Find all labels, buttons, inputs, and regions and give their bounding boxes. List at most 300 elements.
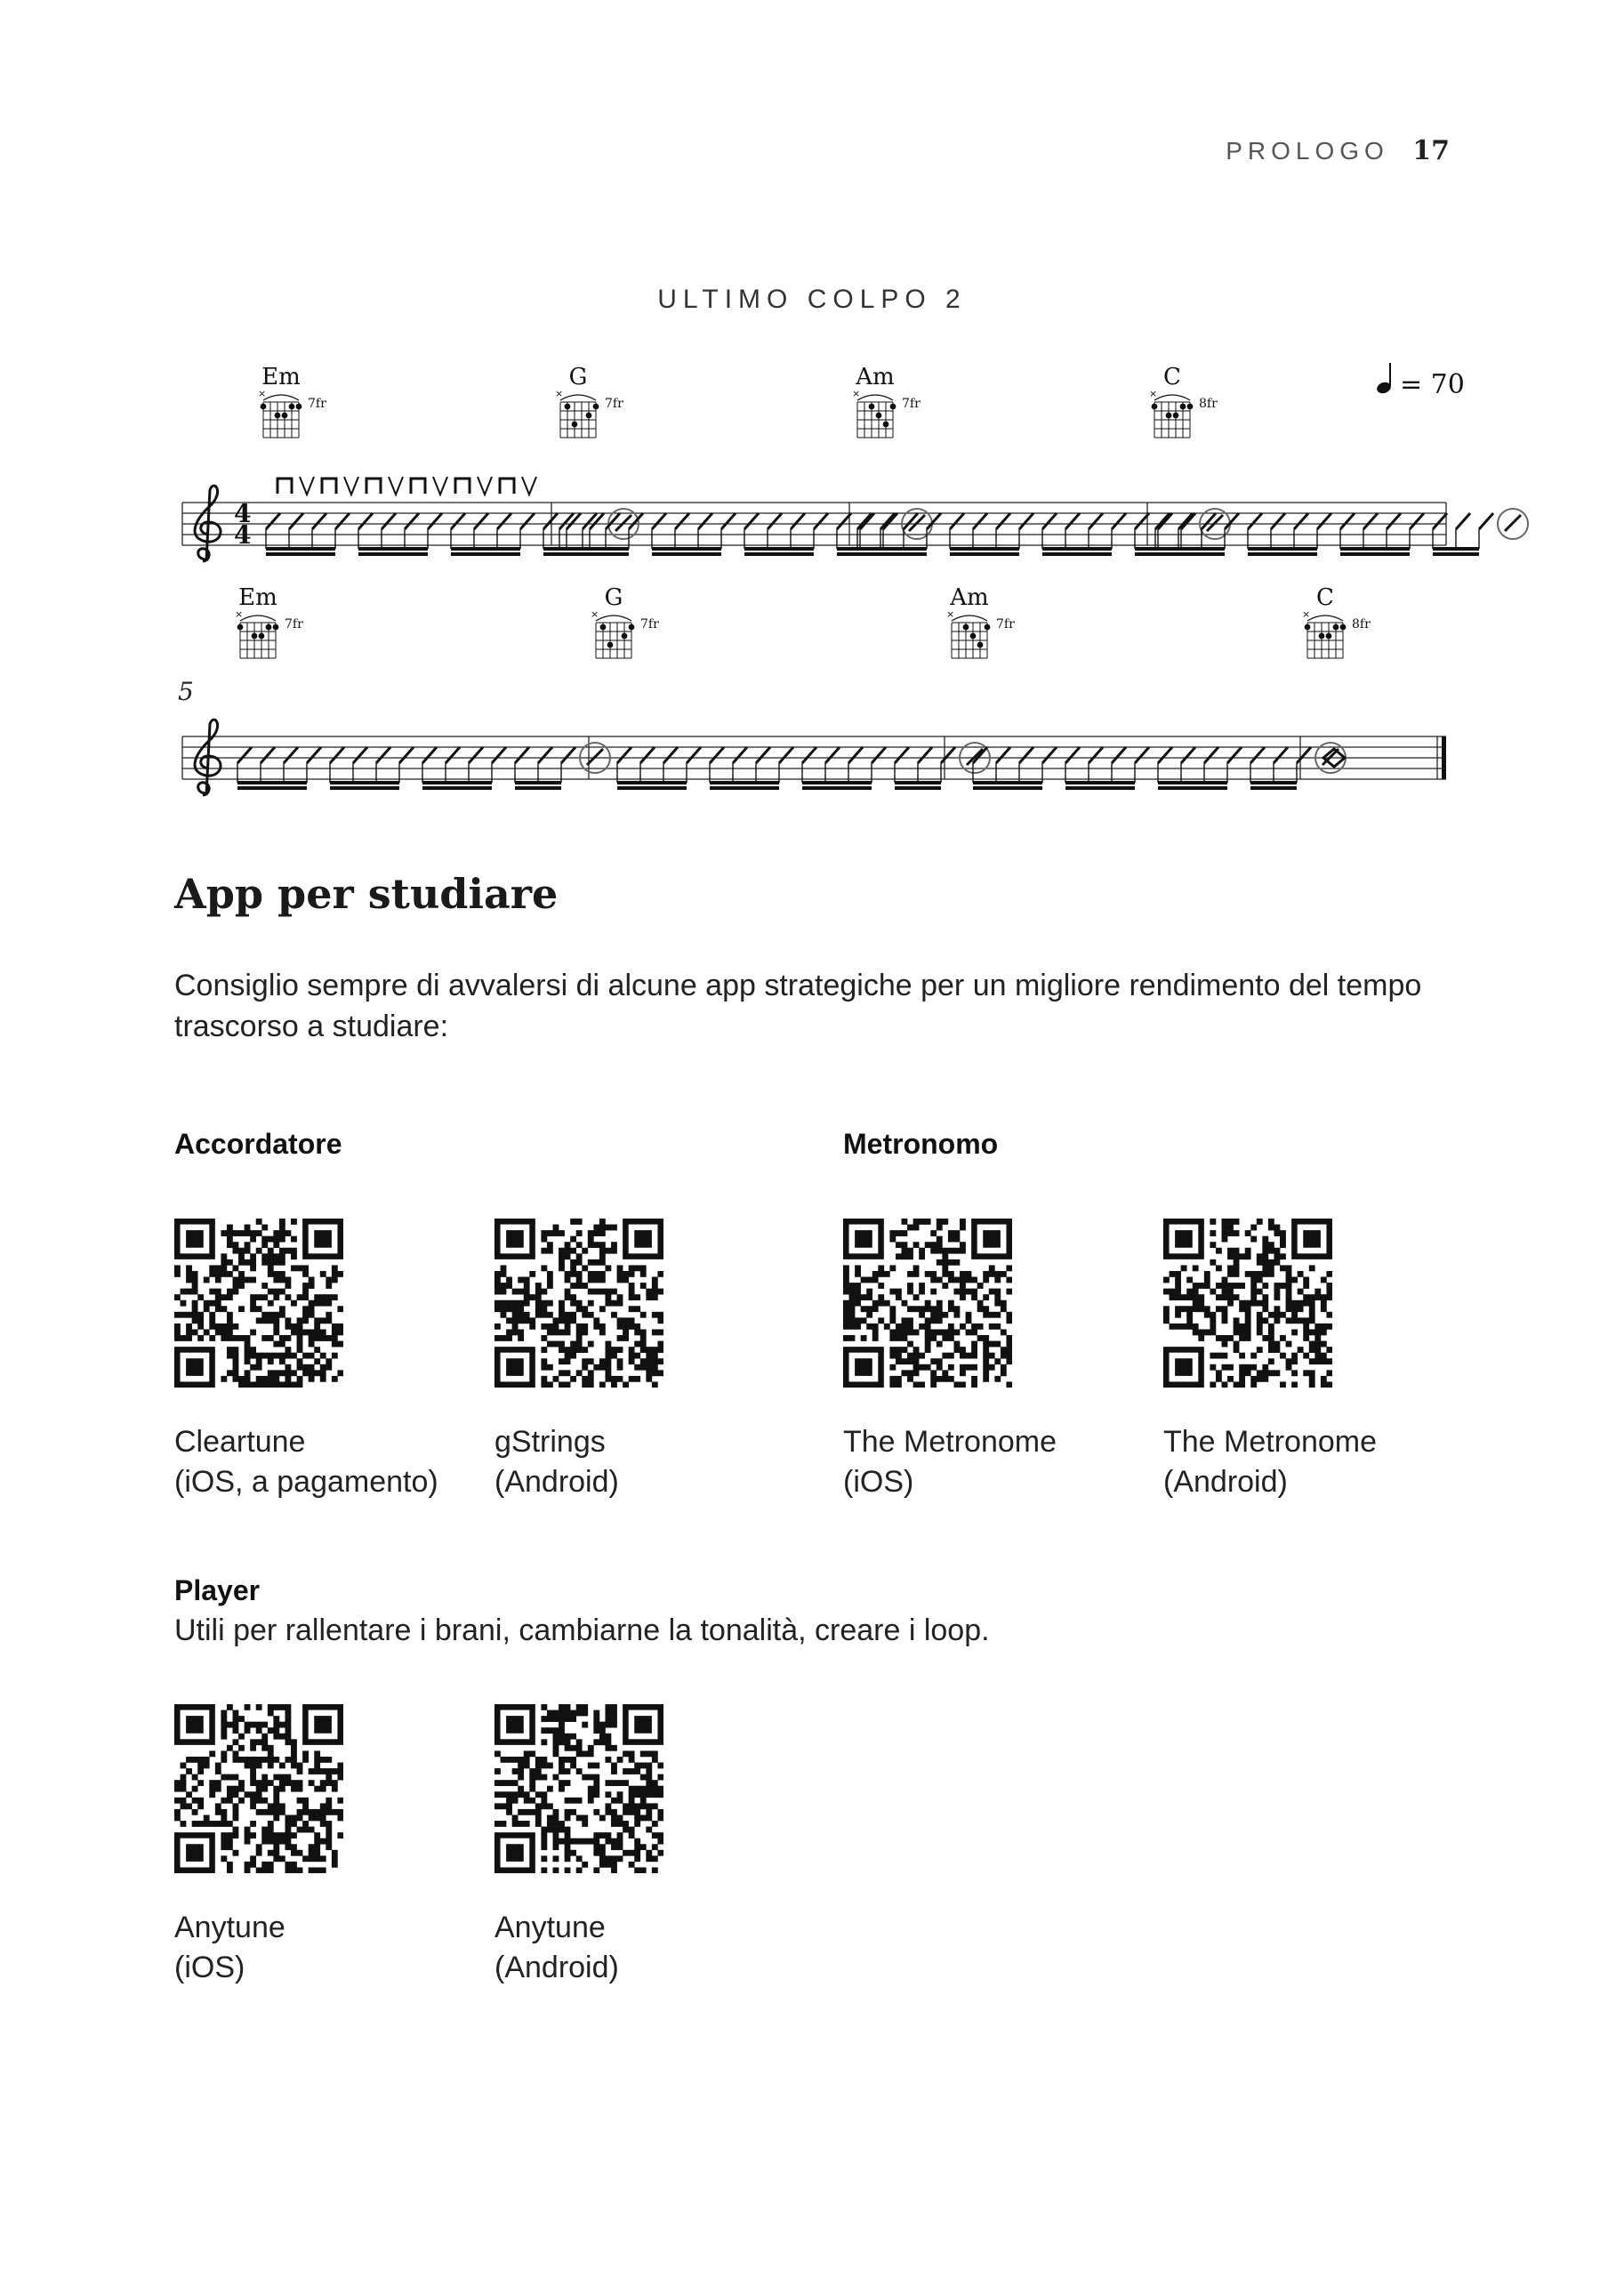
qr-module bbox=[588, 1774, 594, 1781]
qr-module bbox=[186, 1230, 204, 1248]
qr-module bbox=[971, 1364, 977, 1371]
qr-module bbox=[1257, 1300, 1263, 1307]
qr-module bbox=[261, 1722, 268, 1728]
qr-module bbox=[309, 1300, 315, 1307]
qr-module bbox=[588, 1341, 594, 1348]
qr-module bbox=[268, 1271, 274, 1277]
qr-module bbox=[1216, 1376, 1222, 1382]
qr-module bbox=[582, 1381, 588, 1388]
qr-module bbox=[960, 1219, 966, 1225]
qr-module bbox=[849, 1335, 856, 1341]
qr-module bbox=[285, 1838, 291, 1845]
qr-module bbox=[221, 1329, 227, 1335]
qr-module bbox=[1274, 1289, 1280, 1295]
qr-module bbox=[907, 1306, 913, 1312]
qr-module bbox=[245, 1791, 251, 1798]
qr-module bbox=[960, 1289, 966, 1295]
qr-module bbox=[611, 1855, 617, 1862]
qr-module bbox=[506, 1329, 512, 1335]
qr-module bbox=[1204, 1306, 1210, 1312]
qr-module bbox=[279, 1370, 285, 1376]
qr-module bbox=[1163, 1312, 1170, 1318]
qr-module bbox=[605, 1745, 611, 1751]
qr-module bbox=[640, 1358, 647, 1364]
qr-module bbox=[977, 1306, 984, 1312]
qr-module bbox=[1268, 1341, 1274, 1348]
qr-module bbox=[326, 1317, 332, 1324]
qr-module bbox=[547, 1230, 553, 1236]
qr-module bbox=[937, 1317, 943, 1324]
qr-module bbox=[245, 1838, 251, 1845]
rhythm-slash bbox=[872, 747, 886, 763]
qr-module bbox=[233, 1809, 239, 1815]
qr-module bbox=[629, 1786, 635, 1792]
qr-module bbox=[989, 1265, 995, 1271]
qr-module bbox=[994, 1289, 1001, 1295]
qr-module bbox=[605, 1780, 611, 1786]
qr-module bbox=[646, 1763, 652, 1769]
qr-module bbox=[948, 1248, 954, 1254]
qr-module bbox=[332, 1324, 338, 1330]
qr-module bbox=[1222, 1294, 1228, 1300]
qr-module bbox=[617, 1821, 623, 1827]
qr-module bbox=[576, 1347, 583, 1353]
qr-module bbox=[582, 1704, 588, 1710]
qr-module bbox=[181, 1300, 187, 1307]
qr-code[interactable] bbox=[174, 1219, 343, 1388]
qr-module bbox=[1006, 1353, 1012, 1359]
qr-module bbox=[652, 1283, 658, 1289]
qr-module bbox=[221, 1710, 227, 1717]
rhythm-slash bbox=[1340, 513, 1355, 529]
qr-module bbox=[1001, 1300, 1007, 1307]
qr-module bbox=[1303, 1335, 1309, 1341]
qr-module bbox=[605, 1710, 611, 1717]
qr-module bbox=[1234, 1253, 1240, 1259]
qr-module bbox=[640, 1335, 647, 1341]
qr-module bbox=[314, 1329, 320, 1335]
qr-module bbox=[1227, 1283, 1234, 1289]
qr-module bbox=[966, 1353, 972, 1359]
qr-module bbox=[238, 1734, 245, 1740]
qr-module bbox=[1286, 1283, 1292, 1289]
qr-module bbox=[971, 1294, 977, 1300]
qr-module bbox=[623, 1277, 629, 1283]
finger-dot bbox=[977, 642, 984, 648]
qr-module bbox=[617, 1335, 623, 1341]
qr-module bbox=[570, 1248, 576, 1254]
qr-module bbox=[553, 1230, 559, 1236]
qr-module bbox=[273, 1716, 279, 1722]
qr-module bbox=[309, 1353, 315, 1359]
qr-module bbox=[960, 1225, 966, 1231]
rhythm-slash bbox=[1387, 513, 1401, 529]
qr-module bbox=[1326, 1381, 1332, 1388]
qr-module bbox=[268, 1289, 274, 1295]
chord-diagram-em-2 bbox=[238, 584, 303, 632]
rhythm-slash bbox=[583, 513, 597, 529]
qr-module bbox=[279, 1219, 285, 1225]
qr-module bbox=[565, 1704, 571, 1710]
qr-module bbox=[261, 1786, 268, 1792]
qr-module bbox=[937, 1277, 943, 1283]
qr-module bbox=[605, 1294, 611, 1300]
qr-module bbox=[221, 1259, 227, 1266]
qr-module bbox=[1181, 1324, 1187, 1330]
qr-module bbox=[588, 1838, 594, 1845]
qr-module bbox=[1239, 1353, 1245, 1359]
qr-code[interactable] bbox=[174, 1704, 343, 1873]
qr-module bbox=[273, 1271, 279, 1277]
qr-module bbox=[565, 1253, 571, 1259]
qr-module bbox=[209, 1821, 215, 1827]
finger-dot bbox=[275, 413, 281, 419]
qr-module bbox=[1321, 1277, 1327, 1283]
qr-module bbox=[320, 1294, 326, 1300]
qr-module bbox=[553, 1727, 559, 1734]
qr-module bbox=[907, 1353, 913, 1359]
qr-module bbox=[971, 1381, 977, 1388]
qr-module bbox=[529, 1786, 535, 1792]
qr-module bbox=[326, 1774, 332, 1781]
qr-module bbox=[314, 1750, 320, 1757]
qr-module bbox=[174, 1814, 181, 1821]
qr-module bbox=[942, 1312, 948, 1318]
qr-module bbox=[297, 1335, 303, 1341]
qr-module bbox=[174, 1786, 181, 1792]
qr-code[interactable] bbox=[843, 1219, 1012, 1388]
qr-module bbox=[332, 1780, 338, 1786]
qr-module bbox=[273, 1722, 279, 1728]
qr-module bbox=[309, 1329, 315, 1335]
qr-module bbox=[273, 1704, 279, 1710]
qr-module bbox=[855, 1300, 861, 1307]
qr-module bbox=[1234, 1265, 1240, 1271]
qr-module bbox=[930, 1277, 937, 1283]
qr-module bbox=[1234, 1230, 1240, 1236]
qr-module bbox=[1257, 1312, 1263, 1318]
qr-module bbox=[1234, 1271, 1240, 1277]
qr-module bbox=[1298, 1347, 1304, 1353]
qr-module bbox=[297, 1827, 303, 1833]
qr-module bbox=[588, 1277, 594, 1283]
finger-dot bbox=[1180, 404, 1186, 410]
qr-module bbox=[1326, 1271, 1332, 1277]
qr-module bbox=[565, 1855, 571, 1862]
chord-fret: 7fr bbox=[285, 617, 303, 632]
qr-module bbox=[559, 1821, 565, 1827]
qr-module bbox=[547, 1814, 553, 1821]
qr-module bbox=[1268, 1242, 1274, 1248]
qr-module bbox=[279, 1774, 285, 1781]
qr-module bbox=[1250, 1300, 1257, 1307]
qr-module bbox=[553, 1225, 559, 1231]
qr-module bbox=[320, 1786, 326, 1792]
qr-module bbox=[611, 1780, 617, 1786]
qr-module bbox=[337, 1814, 343, 1821]
qr-module bbox=[634, 1230, 652, 1248]
qr-module bbox=[953, 1236, 960, 1243]
qr-module bbox=[983, 1353, 989, 1359]
qr-module bbox=[634, 1329, 640, 1335]
qr-module bbox=[494, 1821, 501, 1827]
qr-module bbox=[1268, 1265, 1274, 1271]
qr-module bbox=[506, 1757, 512, 1763]
qr-module bbox=[913, 1364, 920, 1371]
qr-module bbox=[181, 1312, 187, 1318]
qr-module bbox=[1268, 1370, 1274, 1376]
qr-module bbox=[227, 1704, 233, 1710]
qr-module bbox=[506, 1335, 512, 1341]
qr-module bbox=[582, 1312, 588, 1318]
upstroke-mark bbox=[300, 477, 314, 495]
barre-arc bbox=[1307, 616, 1343, 621]
qr-module bbox=[1227, 1230, 1234, 1236]
rhythm-slash bbox=[996, 747, 1010, 763]
qr-module bbox=[553, 1827, 559, 1833]
qr-module bbox=[1321, 1306, 1327, 1312]
chord-name: C bbox=[1163, 364, 1181, 390]
qr-module bbox=[261, 1734, 268, 1740]
qr-module bbox=[617, 1271, 623, 1277]
qr-module bbox=[1268, 1312, 1274, 1318]
qr-module bbox=[617, 1780, 623, 1786]
qr-module bbox=[1257, 1253, 1263, 1259]
qr-module bbox=[337, 1832, 343, 1838]
qr-module bbox=[611, 1821, 617, 1827]
qr-module bbox=[320, 1353, 326, 1359]
qr-module bbox=[186, 1791, 192, 1798]
qr-module bbox=[1222, 1381, 1228, 1388]
qr-module bbox=[314, 1370, 320, 1376]
qr-module bbox=[547, 1300, 553, 1307]
qr-module bbox=[1303, 1283, 1309, 1289]
qr-code[interactable] bbox=[494, 1704, 663, 1873]
rhythm-slash bbox=[446, 747, 460, 763]
qr-module bbox=[907, 1253, 913, 1259]
qr-module bbox=[889, 1376, 896, 1382]
qr-module bbox=[930, 1312, 937, 1318]
qr-module bbox=[902, 1242, 908, 1248]
qr-module bbox=[1314, 1358, 1321, 1364]
qr-module bbox=[902, 1324, 908, 1330]
qr-module bbox=[937, 1242, 943, 1248]
qr-module bbox=[233, 1289, 239, 1295]
section-heading: App per studiare bbox=[174, 870, 559, 918]
qr-module bbox=[565, 1347, 571, 1353]
rhythm-slash bbox=[1204, 747, 1218, 763]
qr-module bbox=[907, 1370, 913, 1376]
qr-module bbox=[657, 1809, 663, 1815]
finger-dot bbox=[565, 404, 571, 410]
qr-module bbox=[942, 1259, 948, 1266]
qr-module bbox=[1309, 1347, 1315, 1353]
qr-module bbox=[250, 1832, 256, 1838]
qr-module bbox=[1262, 1265, 1268, 1271]
rhythm-slash bbox=[1178, 513, 1193, 529]
qr-module bbox=[320, 1814, 326, 1821]
qr-module bbox=[611, 1225, 617, 1231]
qr-module bbox=[245, 1335, 251, 1341]
qr-module bbox=[605, 1716, 611, 1722]
qr-module bbox=[197, 1757, 204, 1763]
qr-module bbox=[1291, 1277, 1298, 1283]
downstroke-mark bbox=[455, 479, 470, 494]
qr-module bbox=[337, 1271, 343, 1277]
qr-module bbox=[843, 1283, 849, 1289]
qr-module bbox=[1193, 1265, 1199, 1271]
finger-dot bbox=[252, 633, 258, 640]
rhythm-slash bbox=[428, 513, 442, 529]
qr-module bbox=[291, 1329, 297, 1335]
qr-module bbox=[337, 1774, 343, 1781]
qr-module bbox=[541, 1832, 547, 1838]
qr-module bbox=[652, 1844, 658, 1850]
qr-module bbox=[320, 1768, 326, 1774]
qr-module bbox=[494, 1271, 501, 1277]
qr-module bbox=[221, 1757, 227, 1763]
qr-module bbox=[878, 1283, 884, 1289]
qr-module bbox=[593, 1230, 599, 1236]
qr-module bbox=[960, 1283, 966, 1289]
qr-code[interactable] bbox=[1163, 1219, 1332, 1388]
qr-module bbox=[646, 1750, 652, 1757]
qr-module bbox=[902, 1329, 908, 1335]
qr-module bbox=[233, 1750, 239, 1757]
qr-module bbox=[1298, 1317, 1304, 1324]
qr-module bbox=[518, 1774, 524, 1781]
app-name: The Metronome bbox=[843, 1425, 1057, 1459]
qr-module bbox=[506, 1803, 512, 1809]
qr-module bbox=[221, 1230, 227, 1236]
app-card-gstrings bbox=[494, 1219, 663, 1502]
qr-module bbox=[326, 1780, 332, 1786]
qr-module bbox=[250, 1821, 256, 1827]
qr-module bbox=[320, 1370, 326, 1376]
finger-dot bbox=[289, 404, 295, 410]
qr-module bbox=[524, 1300, 530, 1307]
qr-module bbox=[1227, 1248, 1234, 1254]
qr-module bbox=[629, 1271, 635, 1277]
qr-module bbox=[512, 1324, 519, 1330]
qr-module bbox=[227, 1821, 233, 1827]
qr-module bbox=[1239, 1370, 1245, 1376]
qr-module bbox=[1227, 1225, 1234, 1231]
qr-module bbox=[501, 1780, 507, 1786]
qr-module bbox=[268, 1757, 274, 1763]
qr-module bbox=[570, 1757, 576, 1763]
qr-module bbox=[1309, 1300, 1315, 1307]
qr-module bbox=[994, 1300, 1001, 1307]
qr-module bbox=[1170, 1294, 1176, 1300]
qr-module bbox=[1262, 1370, 1268, 1376]
qr-module bbox=[261, 1283, 268, 1289]
app-name: gStrings bbox=[494, 1425, 606, 1459]
qr-module bbox=[605, 1838, 611, 1845]
qr-module bbox=[227, 1294, 233, 1300]
qr-module bbox=[913, 1219, 920, 1225]
qr-module bbox=[261, 1253, 268, 1259]
qr-module bbox=[559, 1300, 565, 1307]
qr-module bbox=[524, 1317, 530, 1324]
qr-module bbox=[250, 1347, 256, 1353]
qr-module bbox=[501, 1289, 507, 1295]
qr-module bbox=[541, 1306, 547, 1312]
qr-module bbox=[983, 1335, 989, 1341]
qr-module bbox=[913, 1294, 920, 1300]
qr-module bbox=[1001, 1364, 1007, 1371]
finger-dot bbox=[629, 624, 635, 631]
qr-module bbox=[611, 1768, 617, 1774]
qr-module bbox=[902, 1300, 908, 1307]
qr-module bbox=[953, 1277, 960, 1283]
qr-module bbox=[588, 1230, 594, 1236]
qr-module bbox=[1309, 1376, 1315, 1382]
qr-module bbox=[337, 1341, 343, 1348]
qr-module bbox=[1262, 1294, 1268, 1300]
qr-module bbox=[657, 1347, 663, 1353]
player-note: Utili per rallentare i brani, cambiarne la tonalità, creare i loop. bbox=[174, 1613, 990, 1647]
qr-module bbox=[652, 1329, 658, 1335]
qr-module bbox=[599, 1381, 606, 1388]
qr-module bbox=[256, 1219, 262, 1225]
qr-module bbox=[634, 1364, 640, 1371]
qr-module bbox=[646, 1358, 652, 1364]
qr-module bbox=[233, 1353, 239, 1359]
qr-module bbox=[320, 1271, 326, 1277]
qr-module bbox=[221, 1821, 227, 1827]
qr-module bbox=[907, 1329, 913, 1335]
qr-module bbox=[291, 1248, 297, 1254]
qr-module bbox=[559, 1763, 565, 1769]
qr-module bbox=[291, 1862, 297, 1868]
qr-module bbox=[843, 1265, 849, 1271]
qr-module bbox=[285, 1716, 291, 1722]
qr-module bbox=[1227, 1294, 1234, 1300]
qr-module bbox=[570, 1710, 576, 1717]
qr-module bbox=[1210, 1324, 1216, 1330]
qr-module bbox=[629, 1750, 635, 1757]
qr-module bbox=[233, 1716, 239, 1722]
qr-module bbox=[1234, 1317, 1240, 1324]
qr-module bbox=[570, 1317, 576, 1324]
qr-module bbox=[640, 1786, 647, 1792]
qr-module bbox=[233, 1230, 239, 1236]
rhythm-slash bbox=[1250, 747, 1265, 763]
qr-module bbox=[238, 1798, 245, 1804]
chord-fret: 7fr bbox=[640, 617, 659, 632]
qr-module bbox=[320, 1809, 326, 1815]
qr-module bbox=[1303, 1370, 1309, 1376]
qr-module bbox=[588, 1236, 594, 1243]
qr-module bbox=[983, 1358, 989, 1364]
qr-module bbox=[593, 1786, 599, 1792]
qr-module bbox=[889, 1230, 896, 1236]
qr-module bbox=[518, 1289, 524, 1295]
qr-module bbox=[320, 1317, 326, 1324]
qr-module bbox=[623, 1271, 629, 1277]
qr-module bbox=[640, 1271, 647, 1277]
qr-module bbox=[576, 1370, 583, 1376]
qr-module bbox=[250, 1739, 256, 1745]
qr-code[interactable] bbox=[494, 1219, 663, 1388]
qr-module bbox=[261, 1827, 268, 1833]
qr-module bbox=[966, 1364, 972, 1371]
qr-module bbox=[215, 1763, 221, 1769]
qr-module bbox=[977, 1335, 984, 1341]
qr-module bbox=[889, 1335, 896, 1341]
qr-module bbox=[629, 1289, 635, 1295]
